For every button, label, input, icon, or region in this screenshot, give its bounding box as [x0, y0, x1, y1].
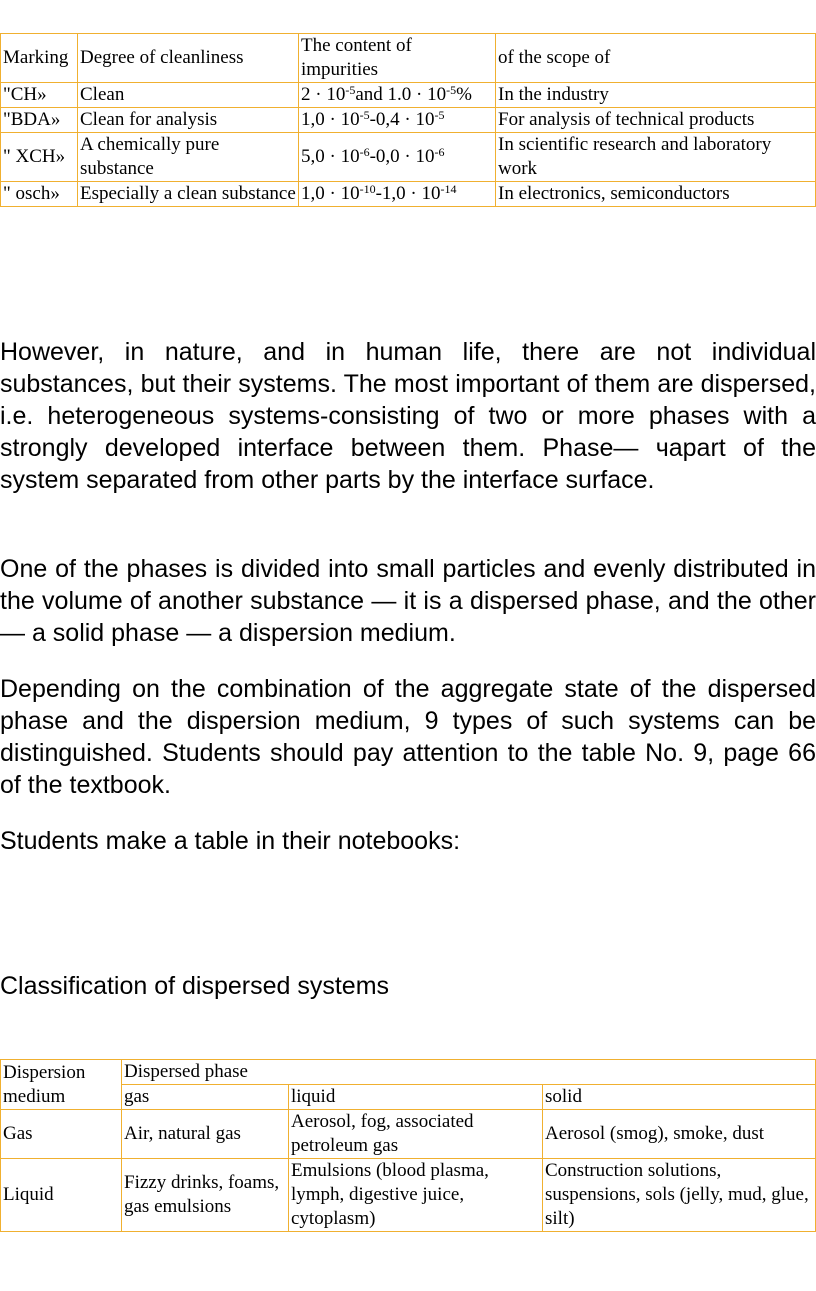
cell-scope: In electronics, semiconductors [496, 182, 816, 207]
dispersed-systems-table [0, 1059, 816, 1232]
cell-content: $1,0 \cdot 10^{-5}-0,4 \cdot 10^{-5}$ [299, 108, 496, 133]
cell-solid: Construction solutions, suspensions, sols (jelly, mud, glue, silt) [543, 1159, 816, 1232]
table-header-row [1, 34, 816, 83]
table-row [1, 108, 816, 133]
cell-content: $5,0 \cdot 10^{-6}-0,0 \cdot 10^{-6}$ [299, 133, 496, 182]
cell-medium: Liquid [1, 1159, 122, 1232]
cell-degree: Clean for analysis [78, 108, 299, 133]
header-marking: Marking [1, 34, 78, 83]
cell-solid: Aerosol (smog), smoke, dust [543, 1110, 816, 1159]
cell-scope: In scientific research and laboratory work [496, 133, 816, 182]
header-scope: of the scope of [496, 34, 816, 83]
cell-content: $1,0 \cdot 10^{-10}-1,0 \cdot 10^{-14}$ [299, 182, 496, 207]
cell-content: $2 \cdot 10^{-5}and$ $1.0 \cdot 10^{-5}\%$ [299, 83, 496, 108]
table-subheader-row [1, 1085, 816, 1110]
purity-grade-table [0, 33, 816, 207]
cell-degree: Clean [78, 83, 299, 108]
cell-marking: " osch» [1, 182, 78, 207]
cell-liquid: Aerosol, fog, associated petroleum gas [289, 1110, 543, 1159]
cell-gas: Fizzy drinks, foams, gas emulsions [122, 1159, 289, 1232]
paragraph-instruction: Students make a table in their notebooks: [0, 827, 461, 855]
paragraph-types: Depending on the combination of the aggregate state of the dispersed phase and the dispersion medium, 9 types of such systems can be distinguished. Students should pay attention to the table No. 9, page 66 of the textbook. [0, 675, 816, 799]
cell-marking: " XCH» [1, 133, 78, 182]
header-dispersion-medium: Dispersion medium [1, 1060, 122, 1110]
paragraph-dispersed-systems: However, in nature, and in human life, there are not individual substances, but their systems. The most important of them are dispersed, i.e. heterogeneous systems-consisting of two or more phases with a strongly developed interface between them. Phase— чapart of the system separated from other parts by the interface surface. [0, 338, 816, 494]
table-row [1, 83, 816, 108]
cell-scope: In the industry [496, 83, 816, 108]
table-row [1, 1159, 816, 1232]
paragraph-dispersed-phase: One of the phases is divided into small particles and evenly distributed in the volume of another substance — it is a dispersed phase, and the other — a solid phase — a dispersion medium. [0, 555, 816, 647]
header-content: The content of impurities [299, 34, 496, 83]
subheader-liquid: liquid [289, 1085, 543, 1110]
cell-scope: For analysis of technical products [496, 108, 816, 133]
table-row [1, 182, 816, 207]
table-row [1, 1110, 816, 1159]
header-dispersed-phase: Dispersed phase [122, 1060, 816, 1085]
subheader-solid: solid [543, 1085, 816, 1110]
table-header-row [1, 1060, 816, 1085]
cell-gas: Air, natural gas [122, 1110, 289, 1159]
cell-liquid: Emulsions (blood plasma, lymph, digestive juice, cytoplasm) [289, 1159, 543, 1232]
subheader-gas: gas [122, 1085, 289, 1110]
cell-degree: A chemically pure substance [78, 133, 299, 182]
cell-degree: Especially a clean substance [78, 182, 299, 207]
cell-marking: "CH» [1, 83, 78, 108]
cell-medium: Gas [1, 1110, 122, 1159]
table-caption: Classification of dispersed systems [0, 972, 390, 1000]
cell-marking: "BDA» [1, 108, 78, 133]
header-degree: Degree of cleanliness [78, 34, 299, 83]
table-row [1, 133, 816, 182]
